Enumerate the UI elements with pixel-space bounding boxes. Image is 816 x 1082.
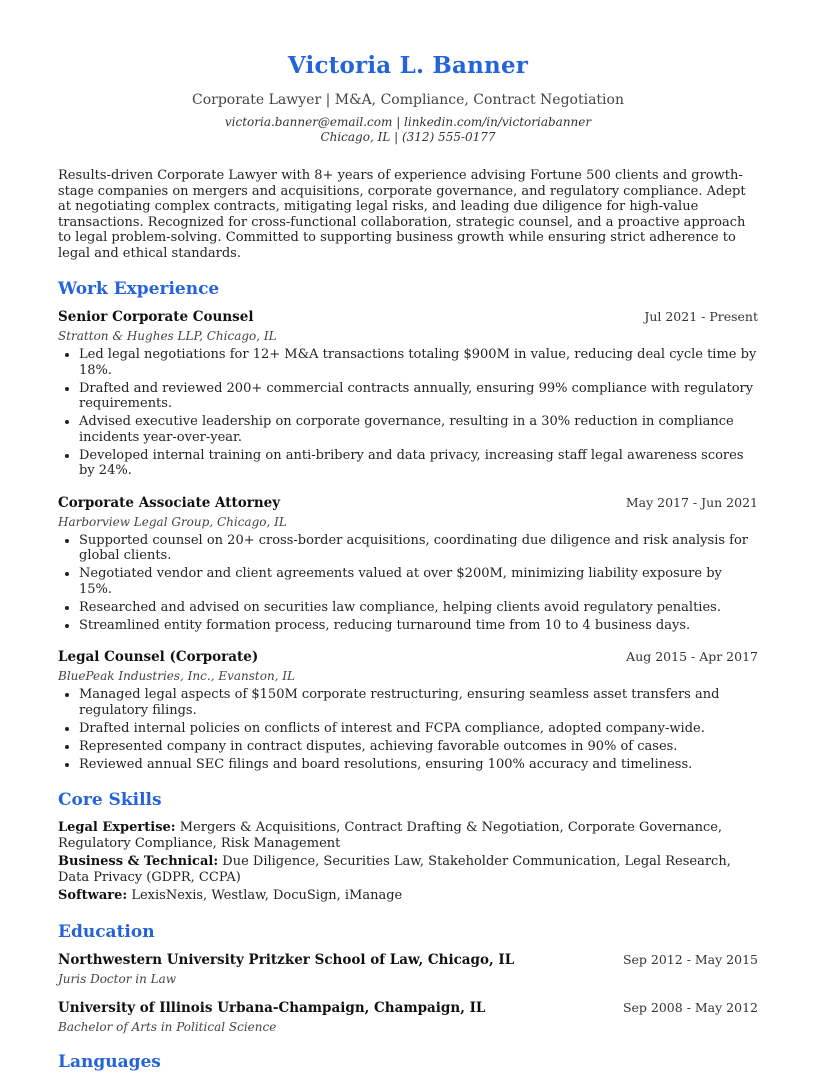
resume	[58, 50, 758, 1082]
skill-label: Business & Technical:	[58, 854, 219, 869]
skill-label: Software:	[58, 888, 128, 903]
bullet-item: • Managed legal aspects of $150M corporate restructuring, ensuring seamless asset transfers and regulatory filings.	[79, 687, 758, 718]
bullet-item: • Supported counsel on 20+ cross-border acquisitions, coordinating due diligence and risk analysis for global clients.	[79, 533, 758, 564]
skill-line	[58, 888, 758, 904]
bullet-item: • Reviewed annual SEC filings and board resolutions, ensuring 100% accuracy and timeliness.	[79, 757, 758, 773]
bullet-item: • Drafted internal policies on conflicts of interest and FCPA compliance, adopted company-wide.	[79, 721, 758, 737]
job-dates: May 2017 - Jun 2021	[625, 494, 758, 510]
job-title: Senior Corporate Counsel	[58, 309, 254, 325]
degree: Bachelor of Arts in Political Science	[58, 1019, 277, 1034]
bullet-item: • Drafted and reviewed 200+ commercial contracts annually, ensuring 99% compliance with regulatory requirements.	[79, 381, 758, 412]
job-title: Legal Counsel (Corporate)	[58, 649, 259, 665]
education-dates: Sep 2012 - May 2015	[622, 951, 758, 967]
degree: Juris Doctor in Law	[58, 971, 177, 986]
job-entry	[58, 495, 758, 634]
contact-line-2: Chicago, IL | (312) 555-0177	[320, 130, 496, 144]
headline: Corporate Lawyer | M&A, Compliance, Contract Negotiation	[192, 92, 624, 108]
section-title-skills: Core Skills	[58, 790, 162, 810]
education-dates: Sep 2008 - May 2012	[622, 999, 758, 1015]
school-name: Northwestern University Pritzker School of Law, Chicago, IL	[58, 951, 515, 968]
education-entry	[58, 952, 758, 986]
section-title-education: Education	[58, 921, 155, 942]
bullet-item: • Negotiated vendor and client agreements valued at over $200M, minimizing liability exposure by 15%.	[79, 566, 758, 597]
job-organization: BluePeak Industries, Inc., Evanston, IL	[58, 669, 296, 683]
job-bullets	[58, 347, 758, 479]
skill-line	[58, 854, 758, 885]
job-title: Corporate Associate Attorney	[58, 494, 281, 511]
job-entry	[58, 309, 758, 479]
bullet-item: • Advised executive leadership on corporate governance, resulting in a 30% reduction in compliance incidents year-over-year.	[79, 414, 758, 445]
section-title-experience: Work Experience	[58, 279, 220, 299]
contact-line-1: victoria.banner@email.com | linkedin.com/in/victoriabanner	[224, 115, 592, 129]
job-dates: Jul 2021 - Present	[644, 309, 758, 324]
candidate-name: Victoria L. Banner	[287, 52, 529, 79]
skill-label: Legal Expertise:	[58, 820, 176, 835]
summary: Results-driven Corporate Lawyer with 8+ years of experience advising Fortune 500 clients and growth-stage companies on mergers and acquisitions, corporate governance, and regulatory compliance. Adept at negotiating complex contracts, mitigating legal risks, and leading due diligence for high-value transactions. Recognized for cross-functional collaboration, strategic counsel, and a proactive approach to legal problem-solving. Committed to supporting business growth while ensuring strict adherence to legal and ethical standards.	[58, 168, 746, 261]
job-organization: Stratton & Hughes LLP, Chicago, IL	[58, 329, 277, 343]
bullet-item: • Represented company in contract disputes, achieving favorable outcomes in 90% of cases.	[79, 739, 758, 755]
job-bullets	[58, 687, 758, 772]
skill-text: LexisNexis, Westlaw, DocuSign, iManage	[131, 888, 403, 903]
bullet-item: • Developed internal training on anti-bribery and data privacy, increasing staff legal awareness scores by 24%.	[79, 448, 758, 479]
skill-text: Mergers & Acquisitions, Contract Drafting & Negotiation, Corporate Governance, Regulatory Compliance, Risk Management	[58, 820, 723, 851]
bullet-item: • Led legal negotiations for 12+ M&A transactions totaling $900M in value, reducing deal cycle time by 18%.	[79, 347, 758, 378]
job-bullets	[58, 533, 758, 634]
skill-line	[58, 820, 758, 851]
school-name: University of Illinois Urbana-Champaign, Champaign, IL	[58, 999, 486, 1016]
job-organization: Harborview Legal Group, Chicago, IL	[58, 514, 287, 529]
job-dates: Aug 2015 - Apr 2017	[626, 649, 758, 664]
bullet-item: • Streamlined entity formation process, reducing turnaround time from 10 to 4 business days.	[79, 618, 758, 634]
education-entry	[58, 1000, 758, 1034]
bullet-item: • Researched and advised on securities law compliance, helping clients avoid regulatory penalties.	[79, 600, 758, 616]
job-entry	[58, 649, 758, 772]
skill-text: Due Diligence, Securities Law, Stakeholder Communication, Legal Research, Data Privacy (GDPR, CCPA)	[58, 854, 731, 885]
section-title-languages: Languages	[58, 1051, 161, 1072]
